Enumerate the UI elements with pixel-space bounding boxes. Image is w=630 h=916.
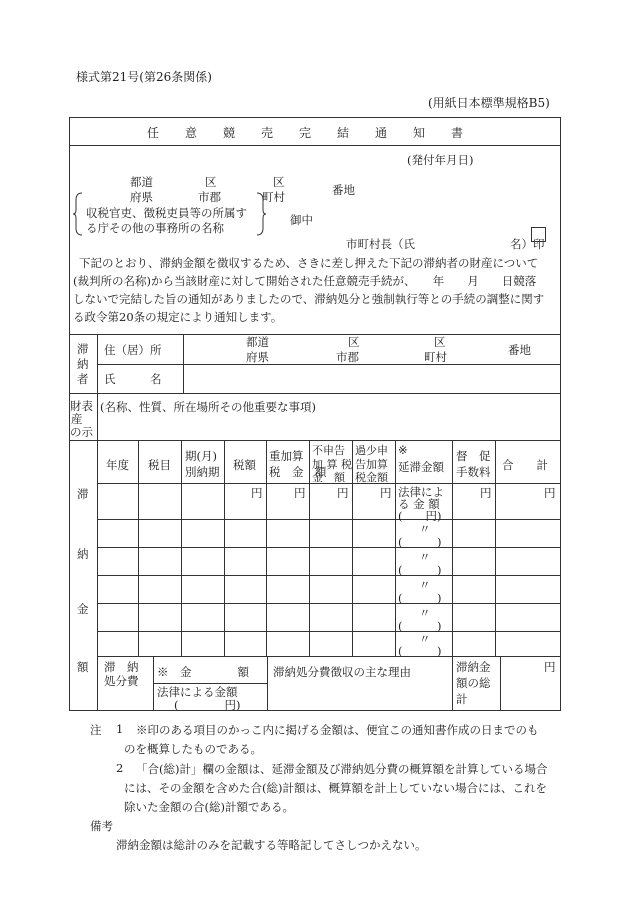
onchu: 御中 bbox=[290, 213, 313, 227]
title-char: 売 bbox=[261, 126, 274, 140]
ditto-mark: 〃 bbox=[419, 606, 431, 620]
title-char: 競 bbox=[223, 126, 236, 140]
property-label-b: 産 bbox=[71, 412, 83, 426]
taxpayer-addr-fuken: 府県 bbox=[246, 350, 269, 364]
amounts-side-label: 滞 bbox=[77, 487, 89, 501]
ditto-mark: 〃 bbox=[419, 578, 431, 592]
recipient-address-ku: 区 bbox=[205, 175, 217, 189]
note-2-line2: には、その金額を含めた合(総)計額は、概算額を計上していない場合には、これを bbox=[124, 781, 547, 795]
header-heavy-a: 重加算 bbox=[269, 449, 304, 463]
header-dunning-a: 督 促 bbox=[456, 449, 491, 463]
ditto-mark: 〃 bbox=[419, 632, 431, 646]
yen-unit: 円 bbox=[251, 486, 263, 500]
legal-amount-label: 法律による金額 bbox=[157, 685, 238, 699]
header-due-a: 期(月) bbox=[185, 449, 217, 463]
legal-amount-b: る 金 額 bbox=[398, 497, 440, 511]
notice-body-line3: しないで完結した旨の通知がありましたので、滞納処分と強制執行等との手続の調整に関す bbox=[73, 292, 545, 306]
paper-size: (用紙日本標準規格B5) bbox=[428, 96, 550, 110]
left-brace-icon bbox=[73, 192, 83, 236]
property-description-hint: (名称、性質、所在場所その他重要な事項) bbox=[100, 400, 316, 414]
paren-blank: ( ) bbox=[398, 563, 442, 577]
taxpayer-addr-todou: 都道 bbox=[246, 335, 269, 349]
right-brace-icon bbox=[256, 192, 266, 236]
seal-label: 名）印 bbox=[510, 237, 545, 251]
amounts-side-label: 納 bbox=[77, 547, 89, 561]
title-char: 知 bbox=[413, 126, 426, 140]
header-underdecl-b: 告加算 bbox=[355, 458, 388, 471]
header-nondecl-a: 不申告 bbox=[312, 444, 345, 457]
remarks-text: 滞納金額は総計のみを記載する等略記してさしつかえない。 bbox=[116, 838, 427, 852]
recipient-address-ku2: 区 bbox=[273, 175, 285, 189]
remarks-label: 備考 bbox=[90, 819, 113, 833]
yen-unit: 円 bbox=[337, 486, 349, 500]
property-label-a: 財表 bbox=[70, 399, 93, 413]
reason-label: 滞納処分費徴収の主な理由 bbox=[273, 665, 411, 679]
taxpayer-addr-machimura: 町村 bbox=[424, 350, 447, 364]
grand-total-c: 計 bbox=[456, 692, 468, 706]
form-number: 様式第21号(第26条関係) bbox=[76, 70, 212, 84]
note-1-line2: のを概算したものである。 bbox=[124, 742, 262, 756]
header-dunning-b: 手数料 bbox=[456, 465, 491, 479]
grand-total-b: 額の総 bbox=[456, 676, 491, 690]
ditto-mark: 〃 bbox=[419, 522, 431, 536]
yen-unit: 円 bbox=[480, 486, 492, 500]
name-label: 氏 名 bbox=[104, 372, 162, 386]
form-title bbox=[69, 117, 561, 145]
recipient-office-line1: 収税官吏、徴税吏員等の所属す bbox=[86, 206, 247, 220]
proc-cost-b: 処分費 bbox=[104, 674, 139, 688]
title-char: 結 bbox=[337, 126, 350, 140]
header-underdecl-a: 過少申 bbox=[355, 444, 388, 457]
header-underdecl-c: 税金額 bbox=[355, 471, 388, 484]
recipient-address-todou: 都道 bbox=[130, 175, 153, 189]
header-tax-item: 税目 bbox=[148, 458, 171, 472]
recipient-address-shigun: 市郡 bbox=[198, 190, 221, 204]
title-char: 通 bbox=[375, 126, 388, 140]
taxpayer-label-char: 滞 bbox=[77, 342, 89, 356]
paren-blank: ( ) bbox=[398, 644, 442, 658]
paren-blank: ( ) bbox=[398, 535, 442, 549]
note-number: 1 bbox=[116, 722, 124, 736]
header-delay: 延滞金額 bbox=[398, 460, 444, 474]
taxpayer-label-char: 納 bbox=[77, 357, 89, 371]
paren-blank: ( ) bbox=[398, 619, 442, 633]
mayor-name-label: 市町村長（氏 bbox=[346, 237, 415, 251]
header-delay-mark: ※ bbox=[398, 443, 408, 457]
taxpayer-addr-banchi: 番地 bbox=[508, 343, 531, 357]
header-tax-amount: 税額 bbox=[233, 458, 256, 472]
notice-body-line2: (裁判所の名称)から当該財産に対して開始された任意競売手続が、 年 月 日競落 bbox=[73, 274, 537, 288]
yen-unit: 円 bbox=[544, 486, 556, 500]
notice-body-line4: る政令第20条の規定により通知します。 bbox=[73, 310, 283, 324]
proc-cost-a: 滞 納 bbox=[104, 660, 139, 674]
notice-body-line1: 下記のとおり、滞納金額を徴収するため、さきに差し押えた下記の滞納者の財産について bbox=[79, 256, 539, 270]
title-char: 意 bbox=[185, 126, 198, 140]
title-char: 書 bbox=[451, 126, 464, 140]
star-amount: ※ 金 額 bbox=[157, 665, 249, 679]
note-number: 2 bbox=[116, 761, 124, 775]
note-2-line3: 除いた金額の合(総)計額である。 bbox=[124, 800, 294, 814]
property-label-c: の示 bbox=[70, 425, 93, 439]
taxpayer-addr-ku2: 区 bbox=[434, 335, 446, 349]
header-nondecl-c: 金 額 bbox=[312, 471, 345, 484]
yen-unit: 円 bbox=[380, 486, 392, 500]
note-2-line1: 「合(総)計」欄の金額は、延滞金額及び滞納処分費の概算額を計算している場合 bbox=[136, 762, 548, 776]
ditto-mark: 〃 bbox=[419, 550, 431, 564]
recipient-address-fuken: 府県 bbox=[130, 190, 153, 204]
taxpayer-label-char: 者 bbox=[77, 372, 89, 386]
paren-blank: ( ) bbox=[398, 591, 442, 605]
note-1-line1: ※印のある項目のかっこ内に掲げる金額は、便宜この通知書作成の日までのも bbox=[136, 723, 539, 737]
header-year: 年度 bbox=[106, 458, 129, 472]
header-total: 合 計 bbox=[502, 458, 548, 472]
taxpayer-addr-shigun: 市郡 bbox=[336, 350, 359, 364]
taxpayer-addr-ku1: 区 bbox=[348, 335, 360, 349]
legal-amount-yen: ( 円) bbox=[174, 698, 241, 712]
title-char: 完 bbox=[299, 126, 312, 140]
issue-date: (発付年月日) bbox=[407, 153, 474, 167]
notes-label: 注 bbox=[90, 723, 102, 737]
address-label: 住（居）所 bbox=[104, 343, 162, 357]
recipient-office-line2: る庁その他の事務所の名称 bbox=[86, 221, 224, 235]
amounts-side-label: 額 bbox=[77, 660, 89, 674]
grand-total-a: 滞納金 bbox=[456, 660, 491, 674]
yen-unit: 円 bbox=[544, 660, 556, 674]
legal-amount-c: ( 円) bbox=[398, 509, 442, 523]
header-nondecl-b: 加 算 税 bbox=[312, 458, 352, 471]
header-heavy-b: 税 金 額 bbox=[269, 465, 327, 479]
title-char: 任 bbox=[147, 126, 160, 140]
seal-box bbox=[531, 227, 546, 242]
recipient-address-machimura: 町村 bbox=[262, 190, 285, 204]
yen-unit: 円 bbox=[294, 486, 306, 500]
recipient-address-banchi: 番地 bbox=[332, 183, 355, 197]
amounts-side-label: 金 bbox=[77, 602, 89, 616]
legal-amount-a: 法律によ bbox=[398, 485, 444, 499]
header-due-b: 別納期 bbox=[185, 465, 220, 479]
